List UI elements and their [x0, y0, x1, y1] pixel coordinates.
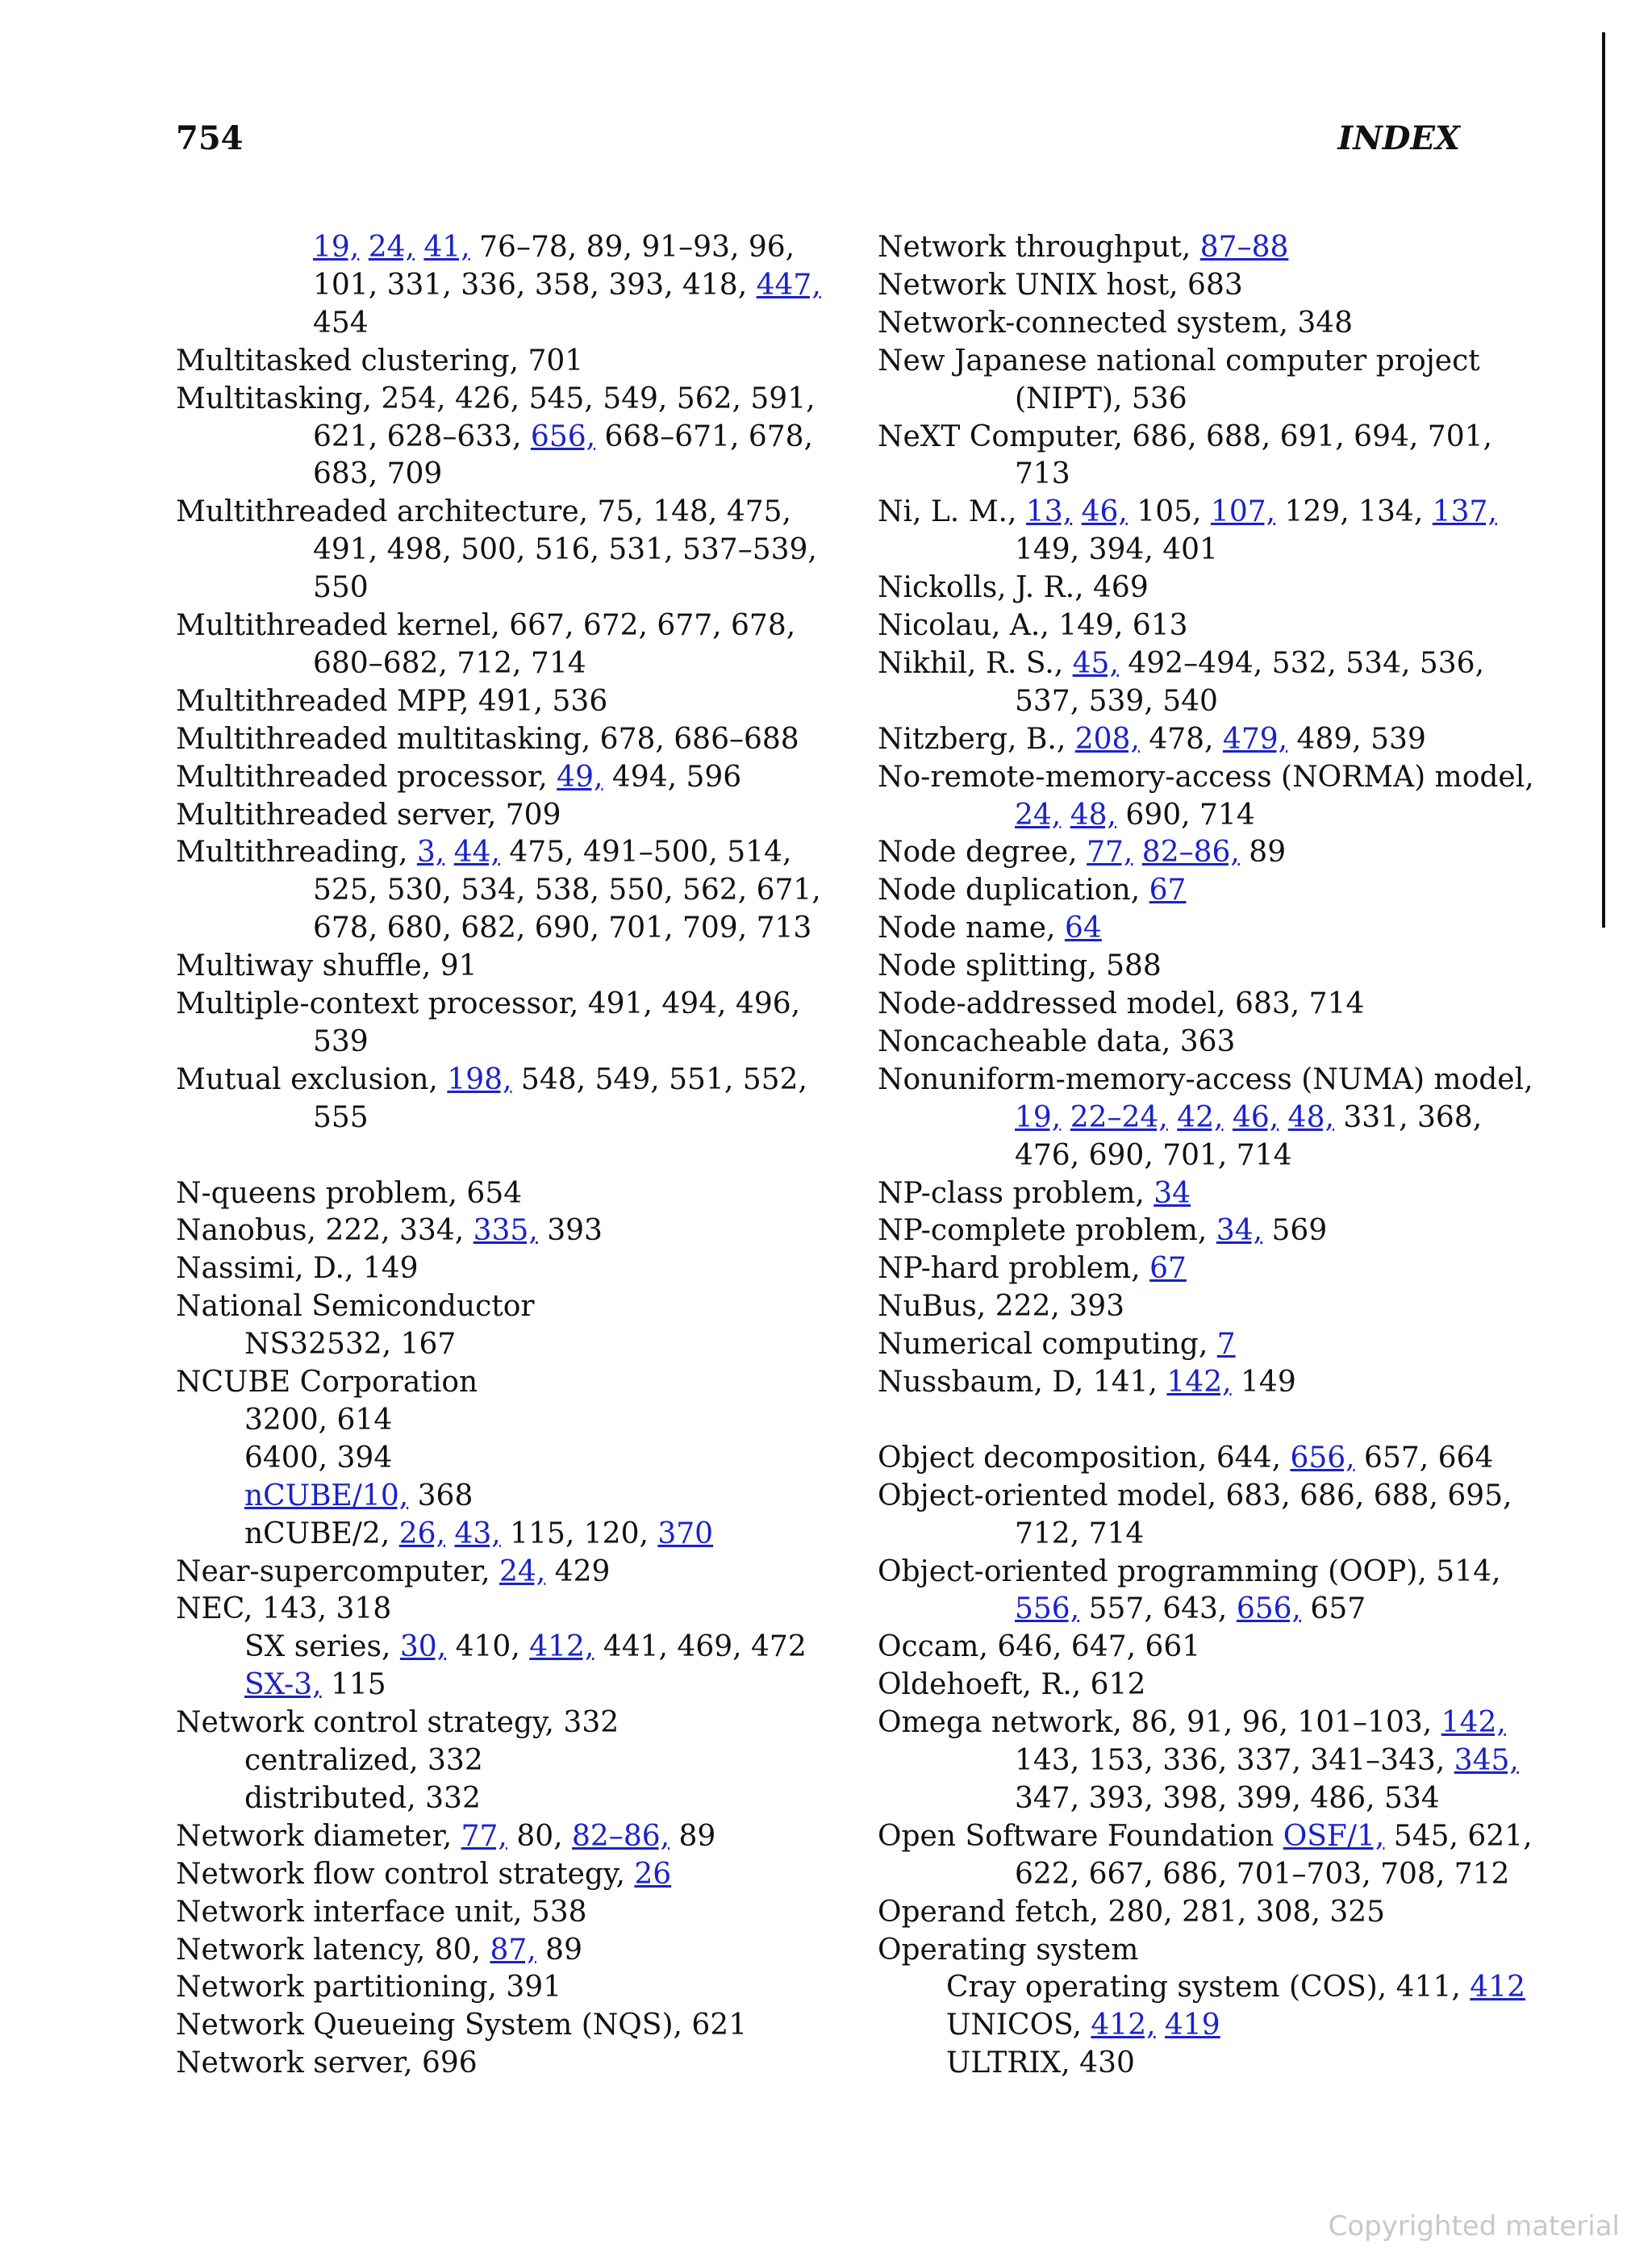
index-line [878, 1516, 1144, 1554]
page-reference-link[interactable]: 82–86, [1141, 836, 1240, 870]
page-reference-link[interactable]: 45, [1072, 646, 1119, 680]
index-line [176, 1591, 391, 1629]
index-text: 3200, 614 [244, 1403, 393, 1437]
index-line [176, 1478, 473, 1516]
index-line [176, 1894, 587, 1932]
index-text: 368 [408, 1479, 473, 1512]
index-text: 143, 153, 336, 337, 341–343, [1015, 1744, 1454, 1777]
index-line [176, 1704, 619, 1742]
index-text [1224, 1101, 1233, 1134]
index-text: Operand fetch, 280, 281, 308, 325 [878, 1895, 1386, 1929]
index-line [878, 1667, 1145, 1704]
index-text [444, 836, 453, 869]
index-text: 89 [1239, 836, 1287, 870]
page-reference-link[interactable]: 370 [657, 1516, 714, 1550]
index-line [176, 229, 795, 267]
page-reference-link[interactable]: 198, [447, 1062, 512, 1096]
index-line [878, 1440, 1493, 1478]
index-text: NCUBE Corporation [176, 1366, 478, 1399]
index-line [176, 1969, 561, 2007]
index-line [878, 1591, 1366, 1629]
index-text: Multithreaded architecture, 75, 148, 475, [176, 495, 791, 529]
index-text: 115 [321, 1668, 386, 1702]
index-text: Nanobus, 222, 334, [176, 1214, 473, 1248]
page-reference-link[interactable]: 77, [461, 1819, 507, 1853]
page-reference-link[interactable]: 107, [1210, 495, 1276, 529]
index-text: NP-hard problem, [878, 1252, 1150, 1286]
index-line [878, 1894, 1385, 1932]
page-reference-link[interactable]: 87–88 [1199, 231, 1289, 264]
index-text: Nitzberg, B., [878, 722, 1075, 756]
index-text: 89 [536, 1933, 582, 1967]
index-line [176, 1780, 481, 1818]
index-text: Network control strategy, 332 [176, 1706, 620, 1740]
index-line [878, 1250, 1187, 1288]
page-reference-link[interactable]: nCUBE/10, [244, 1479, 409, 1512]
page-reference-link[interactable]: 412 [1470, 1971, 1526, 2005]
index-text: 678, 680, 682, 690, 701, 709, 713 [313, 912, 812, 945]
index-line [176, 910, 811, 948]
index-text: Object-oriented programming (OOP), 514, [878, 1554, 1501, 1588]
index-line [176, 834, 791, 872]
page-reference-link[interactable]: 556, [1015, 1592, 1080, 1626]
index-text: 478, [1139, 722, 1223, 756]
index-text: Nicolau, A., 149, 613 [878, 609, 1188, 642]
index-line [176, 419, 813, 457]
index-text: 331, 368, [1333, 1100, 1483, 1134]
index-text: 149, 394, 401 [1015, 533, 1218, 567]
index-text: Object-oriented model, 683, 686, 688, 695, [878, 1479, 1512, 1512]
index-text: Numerical computing, [878, 1328, 1217, 1362]
index-line [878, 1288, 1124, 1326]
index-text: 441, 469, 472 [594, 1630, 807, 1664]
index-line [878, 948, 1162, 986]
page-reference-link[interactable]: 48, [1070, 798, 1116, 832]
index-text: SX series, [244, 1630, 400, 1664]
page-reference-link[interactable]: 137, [1432, 495, 1497, 529]
index-text: NP-class problem, [878, 1176, 1154, 1210]
index-text: NEC, 143, 318 [176, 1592, 392, 1626]
index-line [176, 1326, 456, 1364]
index-text: 690, 714 [1116, 798, 1255, 832]
index-line [176, 1212, 603, 1250]
index-text [1072, 495, 1081, 528]
index-line [878, 569, 1149, 607]
index-text: Nussbaum, D, 141, [878, 1366, 1167, 1399]
index-text: 476, 690, 701, 714 [1015, 1138, 1292, 1172]
index-line [878, 986, 1364, 1024]
page-reference-link[interactable]: 48, [1287, 1100, 1334, 1134]
index-text: 76–78, 89, 91–93, 96, [469, 231, 795, 264]
index-text: 115, 120, [500, 1516, 658, 1550]
index-text [415, 231, 423, 264]
index-text: Network throughput, [878, 231, 1200, 264]
index-line [176, 305, 369, 343]
index-text: Network Queueing System (NQS), 621 [176, 2009, 748, 2042]
index-text: 494, 596 [603, 760, 742, 794]
index-text: Multithreading, [176, 836, 417, 870]
page-reference-link[interactable]: 412, [529, 1630, 594, 1664]
index-line [176, 1024, 369, 1062]
index-line [176, 1856, 671, 1894]
index-text: 557, 643, [1079, 1592, 1237, 1626]
index-text: 555 [313, 1100, 369, 1134]
index-line [176, 1818, 715, 1856]
index-line [878, 1629, 1200, 1667]
index-line [176, 1667, 386, 1704]
index-text: centralized, 332 [244, 1744, 483, 1777]
index-text: Multitasking, 254, 426, 545, 549, 562, 591, [176, 382, 816, 415]
index-text: 712, 714 [1015, 1516, 1145, 1550]
index-line [878, 1780, 1440, 1818]
index-text: Open Software Foundation [878, 1819, 1283, 1853]
index-text: Network flow control strategy, [176, 1857, 635, 1891]
index-line [176, 532, 817, 569]
index-line [878, 683, 1218, 721]
index-text: (NIPT), 536 [1015, 382, 1187, 415]
page-reference-link[interactable]: 49, [557, 760, 603, 794]
page-reference-link[interactable]: 479, [1222, 722, 1288, 756]
index-line [176, 1742, 483, 1780]
index-text: Oldehoeft, R., 612 [878, 1668, 1146, 1702]
index-line [878, 1478, 1512, 1516]
running-header: INDEX [1337, 119, 1460, 157]
index-line [878, 1062, 1533, 1099]
index-text: 101, 331, 336, 358, 393, 418, [313, 268, 757, 302]
index-line [878, 2045, 1135, 2083]
index-text: Network server, 696 [176, 2046, 478, 2080]
index-line [878, 910, 1102, 948]
index-text: 6400, 394 [244, 1441, 393, 1475]
index-text: Multiway shuffle, 91 [176, 949, 478, 983]
index-line [176, 569, 369, 607]
index-text: 525, 530, 534, 538, 550, 562, 671, [313, 874, 821, 907]
page-reference-link[interactable]: 46, [1232, 1100, 1279, 1134]
page-reference-link[interactable]: 30, [399, 1630, 447, 1664]
index-text: Nassimi, D., 149 [176, 1252, 419, 1286]
page-reference-link[interactable]: OSF/1, [1283, 1819, 1385, 1853]
index-text: Nikhil, R. S., [878, 646, 1073, 680]
index-text: Multithreaded multitasking, 678, 686–688 [176, 722, 799, 756]
index-text: 80, [507, 1819, 573, 1853]
index-line [878, 2007, 1220, 2045]
index-line [176, 1516, 713, 1554]
page-reference-link[interactable]: 43, [454, 1516, 501, 1550]
index-line [878, 305, 1353, 343]
page-reference-link[interactable]: 44, [453, 836, 500, 870]
page-reference-link[interactable]: 77, [1087, 836, 1133, 870]
index-line [176, 1099, 369, 1137]
index-line [878, 1137, 1292, 1175]
index-line [176, 2007, 747, 2045]
page-reference-link[interactable]: 656, [1290, 1441, 1355, 1475]
page-reference-link[interactable]: 19, [1015, 1100, 1062, 1134]
index-line [878, 343, 1480, 381]
page-reference-link[interactable]: 34, [1216, 1214, 1263, 1248]
index-text: Network diameter, [176, 1819, 461, 1853]
index-text: 393 [537, 1214, 603, 1248]
index-line [878, 834, 1286, 872]
index-line [878, 797, 1255, 835]
index-line [176, 759, 741, 797]
index-text: Ni, L. M., [878, 495, 1026, 529]
page-reference-link[interactable]: 22–24, [1070, 1100, 1168, 1134]
index-text: NS32532, 167 [244, 1328, 457, 1362]
index-text: 657, 664 [1354, 1441, 1494, 1475]
index-text: 489, 539 [1287, 722, 1426, 756]
index-line [176, 267, 821, 305]
index-line [878, 607, 1188, 645]
index-text: 680–682, 712, 714 [313, 646, 586, 680]
page-reference-link[interactable]: 24, [368, 231, 415, 264]
index-text: Multithreaded processor, [176, 760, 557, 794]
page-reference-link[interactable]: 412, [1091, 2009, 1156, 2042]
index-text: Mutual exclusion, [176, 1062, 448, 1096]
index-line [878, 1818, 1533, 1856]
index-text: Network latency, 80, [176, 1933, 490, 1967]
copyright-watermark: Copyrighted material [1328, 2210, 1620, 2242]
index-line [878, 1364, 1296, 1402]
index-text: 621, 628–633, [313, 419, 531, 453]
index-text: 410, [446, 1630, 530, 1664]
index-text: NP-complete problem, [878, 1214, 1216, 1248]
index-text: 657 [1300, 1592, 1366, 1626]
index-text: Network UNIX host, 683 [878, 268, 1243, 302]
index-line [176, 343, 583, 381]
index-text: 105, [1127, 495, 1211, 529]
index-text: 683, 709 [313, 457, 443, 491]
index-text: 622, 667, 686, 701–703, 708, 712 [1015, 1857, 1510, 1891]
page-reference-link[interactable]: 67 [1149, 874, 1187, 907]
page-reference-link[interactable]: SX-3, [244, 1668, 322, 1702]
page-reference-link[interactable]: 208, [1074, 722, 1140, 756]
index-line [176, 1364, 478, 1402]
index-text: Multithreaded MPP, 491, 536 [176, 684, 608, 718]
index-text: Cray operating system (COS), 411, [946, 1971, 1471, 2005]
index-line [878, 1554, 1500, 1592]
index-text: Node duplication, [878, 874, 1149, 907]
index-text: NuBus, 222, 393 [878, 1290, 1124, 1324]
index-text: 129, 134, [1275, 495, 1433, 529]
page-number: 754 [176, 119, 244, 157]
index-text [1168, 1101, 1177, 1134]
index-text: 668–671, 678, [595, 419, 813, 453]
index-text: NeXT Computer, 686, 688, 691, 694, 701, [878, 419, 1492, 453]
page-reference-link[interactable]: 142, [1441, 1706, 1506, 1740]
index-line [878, 419, 1492, 457]
index-text: Operating system [878, 1933, 1139, 1967]
index-text: Occam, 646, 647, 661 [878, 1630, 1201, 1664]
index-text: 569 [1262, 1214, 1328, 1248]
index-text: Noncacheable data, 363 [878, 1024, 1236, 1058]
index-line [176, 683, 607, 721]
index-text [1156, 2009, 1165, 2042]
index-text: Node degree, [878, 836, 1087, 870]
index-text: Node name, [878, 912, 1065, 945]
index-text [359, 231, 368, 264]
index-text: 548, 549, 551, 552, [511, 1062, 807, 1096]
index-line [878, 1969, 1525, 2007]
index-line [176, 721, 799, 759]
page-reference-link[interactable]: 142, [1166, 1366, 1232, 1399]
page-reference-link[interactable]: 656, [1236, 1592, 1301, 1626]
page-reference-link[interactable]: 41, [423, 231, 470, 264]
index-line [176, 1250, 419, 1288]
index-line [176, 456, 442, 494]
index-line [176, 986, 800, 1024]
index-line [878, 1704, 1506, 1742]
index-text: Network interface unit, 538 [176, 1895, 587, 1929]
index-line [878, 1856, 1509, 1894]
page-reference-link[interactable]: 87, [490, 1933, 536, 1967]
index-text: Multithreaded server, 709 [176, 798, 561, 832]
index-line [176, 607, 795, 645]
index-text [1061, 1101, 1070, 1134]
index-text: Omega network, 86, 91, 96, 101–103, [878, 1706, 1441, 1740]
index-text: Node-addressed model, 683, 714 [878, 987, 1365, 1020]
index-line [176, 1062, 807, 1099]
index-line [176, 1175, 522, 1213]
index-line [878, 759, 1534, 797]
page-reference-link[interactable]: 19, [313, 231, 360, 264]
page-reference-link[interactable]: 335, [473, 1214, 538, 1248]
page-reference-link[interactable]: 64 [1064, 912, 1102, 945]
index-text [1133, 836, 1141, 869]
index-text: Multitasked clustering, 701 [176, 344, 584, 378]
index-line [878, 494, 1497, 532]
index-text: distributed, 332 [244, 1781, 481, 1815]
index-text: 491, 498, 500, 516, 531, 537–539, [313, 533, 817, 567]
page-reference-link[interactable]: 82–86, [572, 1819, 670, 1853]
index-line [878, 721, 1426, 759]
index-text: 545, 621, [1384, 1819, 1533, 1853]
index-line [878, 456, 1070, 494]
page-reference-link[interactable]: 3, [416, 836, 445, 870]
page-reference-link[interactable]: 345, [1454, 1744, 1519, 1777]
index-text: ULTRIX, 430 [946, 2046, 1135, 2080]
index-text: 713 [1015, 457, 1070, 491]
index-text: Multiple-context processor, 491, 494, 496, [176, 987, 801, 1020]
index-line [878, 645, 1484, 683]
page-reference-link[interactable]: 419 [1165, 2009, 1220, 2042]
index-text: N-queens problem, 654 [176, 1176, 523, 1210]
index-line [176, 381, 816, 419]
index-text: Network partitioning, 391 [176, 1971, 562, 2005]
index-text: 539 [313, 1024, 369, 1058]
index-line [176, 645, 586, 683]
page-reference-link[interactable]: 26, [398, 1516, 445, 1550]
index-line [878, 1099, 1482, 1137]
index-text: No-remote-memory-access (NORMA) model, [878, 760, 1534, 794]
index-line [878, 1175, 1191, 1213]
index-text: UNICOS, [946, 2009, 1091, 2042]
index-text: 550 [313, 571, 369, 605]
page-reference-link[interactable]: 447, [756, 268, 821, 302]
page-reference-link[interactable]: 13, [1025, 495, 1073, 529]
index-text: Nonuniform-memory-access (NUMA) model, [878, 1062, 1533, 1096]
page-reference-link[interactable]: 46, [1081, 495, 1128, 529]
index-text: Object decomposition, 644, [878, 1441, 1291, 1475]
index-line [176, 1288, 535, 1326]
page-reference-link[interactable]: 24, [499, 1554, 546, 1588]
page-reference-link[interactable]: 67 [1149, 1252, 1187, 1286]
index-line [878, 1212, 1327, 1250]
index-text [1279, 1101, 1287, 1134]
index-text [1061, 799, 1070, 832]
index-text: 537, 539, 540 [1015, 684, 1218, 718]
index-line [176, 1402, 392, 1440]
index-text: New Japanese national computer project [878, 344, 1480, 378]
page-reference-link[interactable]: 656, [530, 419, 596, 453]
index-text [445, 1517, 454, 1550]
page-reference-link[interactable]: 24, [1015, 798, 1062, 832]
index-line [878, 381, 1187, 419]
index-line [878, 532, 1218, 569]
index-text: Multithreaded kernel, 667, 672, 677, 678, [176, 609, 796, 642]
index-text: 89 [670, 1819, 716, 1853]
index-line [878, 267, 1243, 305]
index-text: Nickolls, J. R., 469 [878, 571, 1149, 605]
index-line [176, 1440, 392, 1478]
page-reference-link[interactable]: 34 [1153, 1176, 1191, 1210]
index-text: 429 [545, 1554, 611, 1588]
index-line [878, 1932, 1138, 1970]
index-line [878, 1742, 1519, 1780]
page-reference-link[interactable]: 42, [1177, 1100, 1224, 1134]
index-text: Node splitting, 588 [878, 949, 1162, 983]
index-line [176, 872, 821, 910]
index-line [878, 872, 1186, 910]
page-reference-link[interactable]: 26 [634, 1857, 672, 1891]
index-text: 454 [313, 306, 369, 340]
index-text: 492–494, 532, 534, 536, [1118, 646, 1485, 680]
index-line [878, 1024, 1235, 1062]
index-line [176, 2045, 478, 2083]
page-edge-rule [1602, 32, 1605, 928]
index-line [176, 948, 478, 986]
index-line [176, 1629, 807, 1667]
index-text: 149 [1231, 1366, 1296, 1399]
index-text: nCUBE/2, [244, 1516, 399, 1550]
index-text: 475, 491–500, 514, [499, 836, 792, 870]
index-line [878, 229, 1288, 267]
index-line [176, 1932, 582, 1970]
index-text: Network-connected system, 348 [878, 306, 1354, 340]
page-reference-link[interactable]: 7 [1216, 1328, 1236, 1362]
index-text: Near-supercomputer, [176, 1554, 499, 1588]
index-text: National Semiconductor [176, 1290, 535, 1324]
index-line [878, 1326, 1236, 1364]
index-text: 347, 393, 398, 399, 486, 534 [1015, 1781, 1440, 1815]
index-line [176, 797, 561, 835]
index-line [176, 494, 791, 532]
index-line [176, 1554, 610, 1592]
